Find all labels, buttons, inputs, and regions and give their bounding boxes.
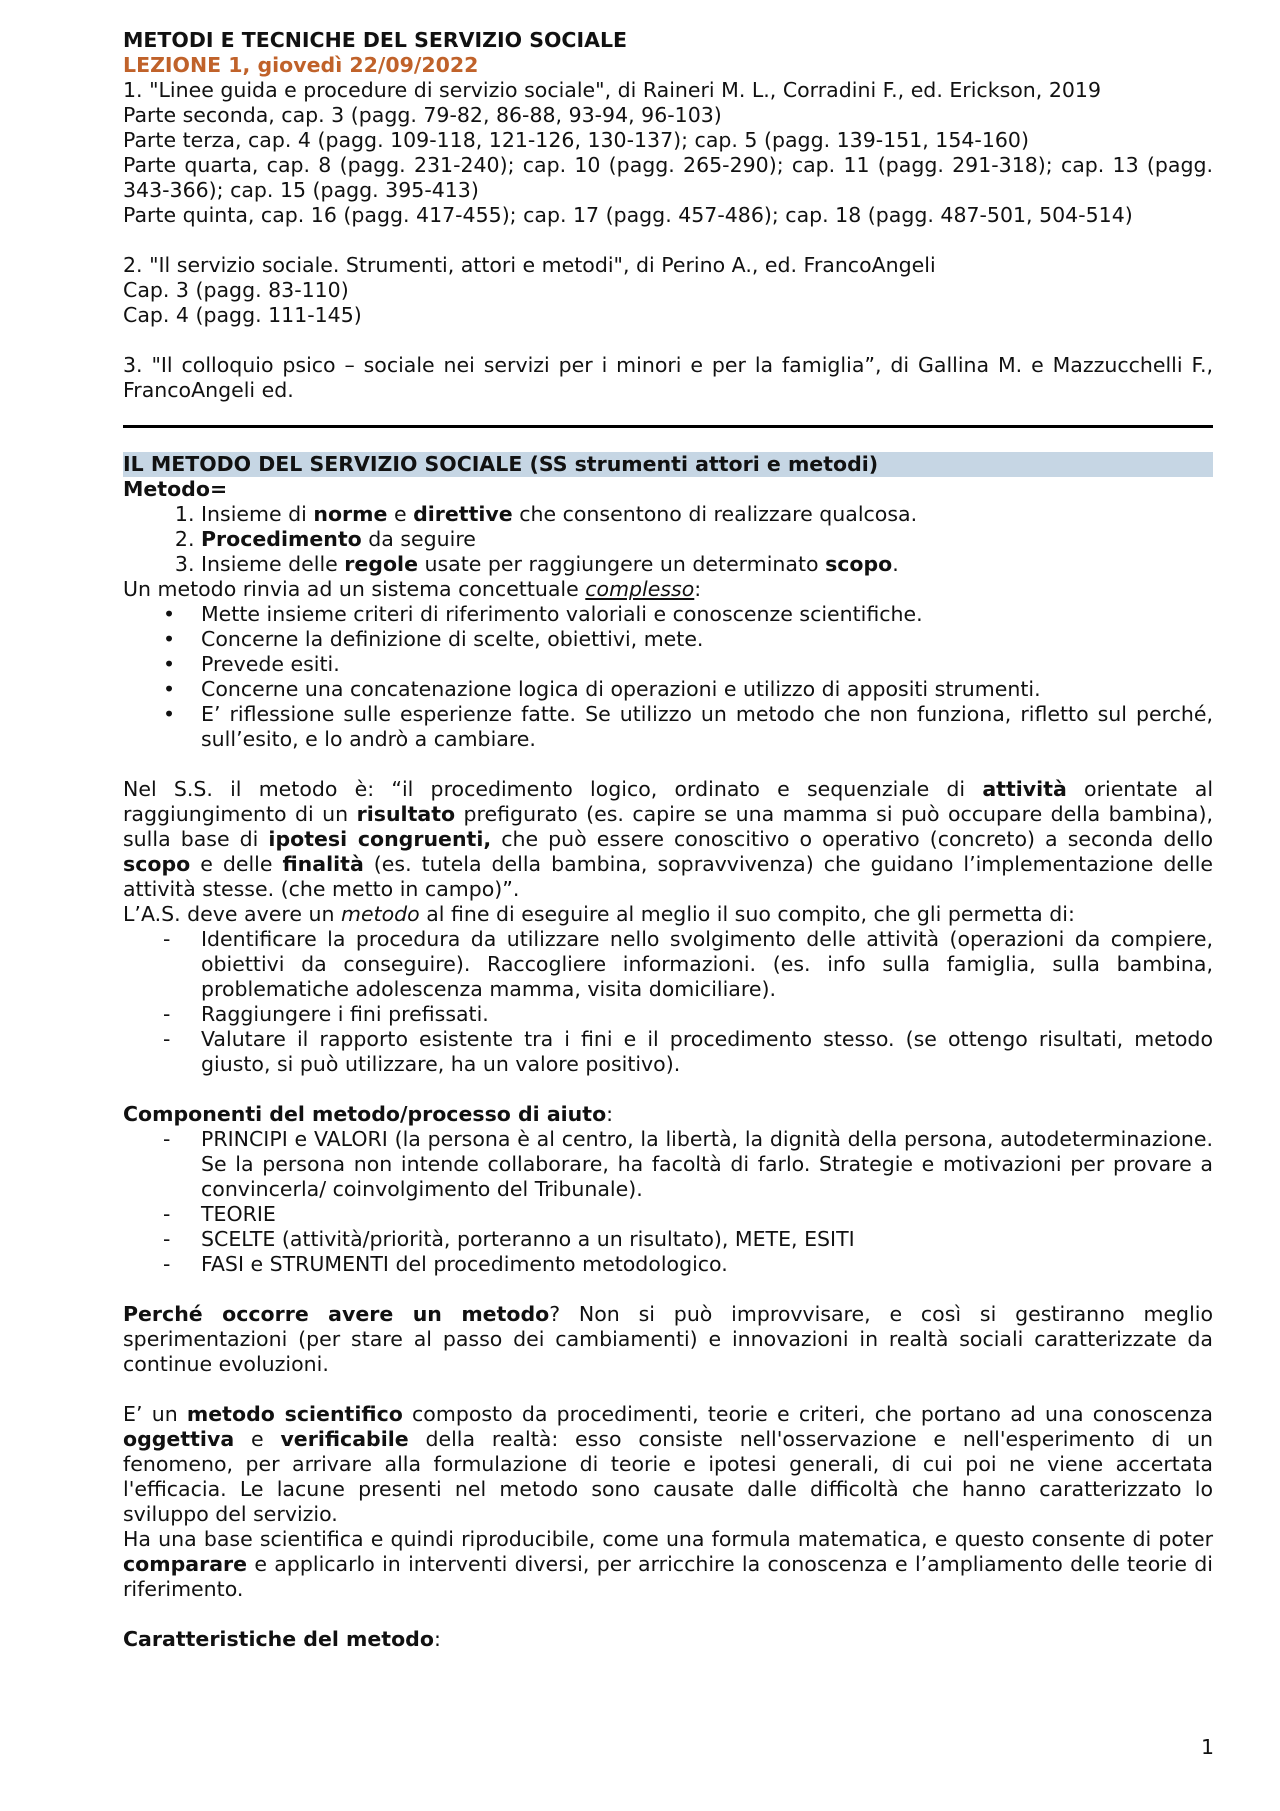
definition-list xyxy=(123,502,1213,577)
book2-line: Cap. 4 (pagg. 111-145) xyxy=(123,303,362,327)
book2-title: 2. "Il servizio sociale. Strumenti, attori e metodi", di Perino A., ed. FrancoAngeli xyxy=(123,253,936,277)
list-item: - Identificare la procedura da utilizzare nello svolgimento delle attività (operazioni da compiere, obiettivi da conseguire). Raccogliere informazioni. (es. info sulla famiglia, sulla bambina, problematiche adolescenza mamma, visita domiciliare). xyxy=(201,927,1213,1002)
book1-line: Parte quarta, cap. 8 (pagg. 231-240); cap. 10 (pagg. 265-290); cap. 11 (pagg. 291-318); cap. 13 (pagg. 343-366); cap. 15 (pagg. 395-413) xyxy=(123,153,1213,202)
list-item: • Concerne una concatenazione logica di operazioni e utilizzo di appositi strumenti. xyxy=(201,677,1213,702)
list-item: • E’ riflessione sulle esperienze fatte. Se utilizzo un metodo che non funziona, rifletto sul perché, sull’esito, e lo andrò a cambiare. xyxy=(201,702,1213,752)
componenti-heading: Componenti del metodo/processo di aiuto: xyxy=(123,1102,614,1126)
lesson-heading: LEZIONE 1, giovedì 22/09/2022 xyxy=(123,53,479,77)
horizontal-divider xyxy=(123,425,1213,428)
as-intro: L’A.S. deve avere un metodo al fine di eseguire al meglio il suo compito, che gli permetta di: xyxy=(123,902,1075,926)
as-list xyxy=(123,927,1213,1077)
list-item: - Valutare il rapporto esistente tra i fini e il procedimento stesso. (se ottengo risultati, metodo giusto, si può utilizzare, ha un valore positivo). xyxy=(201,1027,1213,1077)
scientifico-paragraph: E’ un metodo scientifico composto da procedimenti, teorie e criteri, che portano ad una conoscenza oggettiva e verificabile della realtà: esso consiste nell'osservazione e nell'esperimento di un fenomeno, per arrivare alla formulazione di teorie e ipotesi generali, di cui poi ne viene accertata l'efficacia. Le lacune presenti nel metodo sono causate dalle difficoltà che hanno caratterizzato lo sviluppo del servizio. xyxy=(123,1402,1213,1526)
caratteristiche-heading: Caratteristiche del metodo: xyxy=(123,1627,441,1651)
book3-title: 3. "Il colloquio psico – sociale nei servizi per i minori e per la famiglia”, di Gallina M. e Mazzucchelli F., FrancoAngeli ed. xyxy=(123,353,1213,402)
list-item: - Raggiungere i fini prefissati. xyxy=(201,1002,1213,1027)
book1-line: Parte terza, cap. 4 (pagg. 109-118, 121-126, 130-137); cap. 5 (pagg. 139-151, 154-160) xyxy=(123,128,1029,152)
componenti-list xyxy=(123,1127,1213,1277)
ss-paragraph: Nel S.S. il metodo è: “il procedimento logico, ordinato e sequenziale di attività orientate al raggiungimento di un risultato prefigurato (es. capire se una mamma si può occupare della bambina), sulla base di ipotesi congruenti, che può essere conoscitivo o operativo (concreto) a seconda dello scopo e delle finalità (es. tutela della bambina, sopravvivenza) che guidano l’implementazione delle attività stesse. (che metto in campo)”. xyxy=(123,777,1214,901)
book1-line: Parte quinta, cap. 16 (pagg. 417-455); cap. 17 (pagg. 457-486); cap. 18 (pagg. 487-501, 504-514) xyxy=(123,203,1133,227)
section-heading: IL METODO DEL SERVIZIO SOCIALE (SS strumenti attori e metodi) xyxy=(123,452,1213,477)
bullet-list xyxy=(123,602,1213,752)
document-page xyxy=(123,28,1213,1652)
rinvia-paragraph: Un metodo rinvia ad un sistema concettuale complesso: xyxy=(123,577,702,601)
list-item: - TEORIE xyxy=(201,1202,1213,1227)
perche-paragraph: Perché occorre avere un metodo? Non si può improvvisare, e così si gestiranno meglio sperimentazioni (per stare al passo dei cambiamenti) e innovazioni in realtà sociali caratterizzate da continue evoluzioni. xyxy=(123,1302,1213,1376)
course-title: METODI E TECNICHE DEL SERVIZIO SOCIALE xyxy=(123,28,628,52)
page-number: 1 xyxy=(1200,1735,1214,1759)
list-item: - PRINCIPI e VALORI (la persona è al centro, la libertà, la dignità della persona, autodeterminazione. Se la persona non intende collaborare, ha facoltà di farlo. Strategie e motivazioni per provare a convincerla/ coinvolgimento del Tribunale). xyxy=(201,1127,1213,1202)
list-item: 1. Insieme di norme e direttive che consentono di realizzare qualcosa. xyxy=(201,502,1213,527)
book1-title: 1. "Linee guida e procedure di servizio sociale", di Raineri M. L., Corradini F., ed. Erickson, 2019 xyxy=(123,78,1101,102)
book2-line: Cap. 3 (pagg. 83-110) xyxy=(123,278,349,302)
list-item: • Mette insieme criteri di riferimento valoriali e conoscenze scientifiche. xyxy=(201,602,1213,627)
metodo-label: Metodo= xyxy=(123,477,228,501)
list-item: 3. Insieme delle regole usate per raggiungere un determinato scopo. xyxy=(201,552,1213,577)
book1-line: Parte seconda, cap. 3 (pagg. 79-82, 86-88, 93-94, 96-103) xyxy=(123,103,722,127)
list-item: 2. Procedimento da seguire xyxy=(201,527,1213,552)
list-item: • Concerne la definizione di scelte, obiettivi, mete. xyxy=(201,627,1213,652)
list-item: - SCELTE (attività/priorità, porteranno a un risultato), METE, ESITI xyxy=(201,1227,1213,1252)
list-item: • Prevede esiti. xyxy=(201,652,1213,677)
base-paragraph: Ha una base scientifica e quindi riproducibile, come una formula matematica, e questo consente di poter comparare e applicarlo in interventi diversi, per arricchire la conoscenza e l’ampliamento delle teorie di riferimento. xyxy=(123,1527,1213,1601)
bibliography xyxy=(123,78,1213,403)
list-item: - FASI e STRUMENTI del procedimento metodologico. xyxy=(201,1252,1213,1277)
